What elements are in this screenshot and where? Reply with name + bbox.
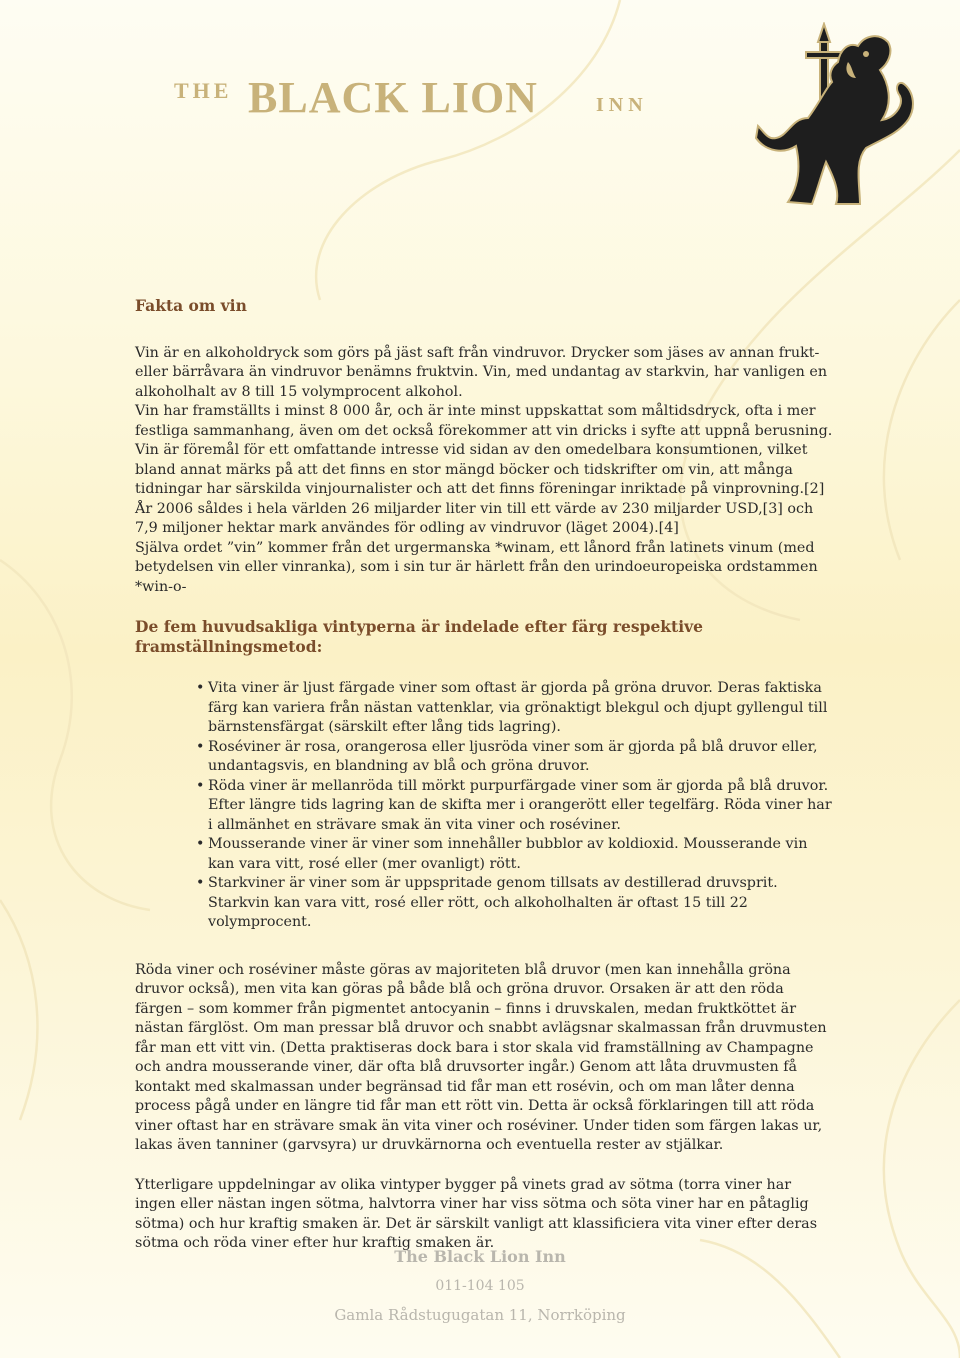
paragraph: Ytterligare uppdelningar av olika vintyper bygger på vinets grad av sötma (torra viner har ingen eller nästan ingen sötma, halvtorra viner har viss sötma och söta viner har en påtaglig sötma) och hur kraftig smaken är. Det är särskilt vanligt att klassificiera vita viner efter deras sötma och röda viner efter hur kraftig smaken är. (135, 1176, 818, 1251)
footer-name: The Black Lion Inn (394, 1247, 566, 1266)
footer-phone: 011-104 105 (435, 1278, 525, 1294)
logo-inn: INN (596, 94, 648, 116)
paragraph: Vin är en alkoholdryck som görs på jäst saft från vindruvor. Drycker som jäses av annan frukt- eller bärråvara än vindruvor benämns fruktvin. Vin, med undantag av starkvin, har vanligen en alkoholhalt av 8 till 15 volymprocent alkohol. (135, 344, 828, 400)
paragraph: År 2006 såldes i hela världen 26 miljarder liter vin till ett värde av 230 miljarder USD,[3] och 7,9 miljoner hektar mark användes för odling av vindruvor (läget 2004).[4] (135, 500, 814, 536)
paragraph: Själva ordet ”vin” kommer från det urgermanska *winam, ett lånord från latinets vinum (med betydelsen vin eller vinranka), som i sin tur är härlett från den urindoeuropeiska ordstammen *win-o- (135, 539, 818, 595)
list-item: • Roséviner är rosa, orangerosa eller ljusröda viner som är gjorda på blå druvor eller, undantagsvis, en blandning av blå och gröna druvor. (198, 738, 835, 777)
wine-types-list (135, 679, 835, 933)
list-item: • Vita viner är ljust färgade viner som oftast är gjorda på gröna druvor. Deras faktiska färg kan variera från nästan vattenklar, via grönaktigt blekgul och djupt gyllengul till bärnstensfärgat (särskilt efter lång tids lagring). (198, 679, 835, 738)
section-heading: De fem huvudsakliga vintyperna är indelade efter färg respektive framställningsmetod: (135, 617, 703, 656)
logo-the: THE (174, 78, 233, 103)
list-item: • Röda viner är mellanröda till mörkt purpurfärgade viner som är gjorda på blå druvor. Efter längre tids lagring kan de skifta mer i orangerött eller tegelfärg. Röda viner har i allmänhet en strävare smak än vita viner och roséviner. (198, 777, 835, 836)
list-item: • Starkviner är viner som är uppspritade genom tillsats av destillerad druvsprit. Starkvin kan vara vitt, rosé eller rött, och alkoholhalten är oftast 15 till 22 volymprocent. (198, 874, 835, 933)
logo-black-lion: BLACK LION (248, 73, 538, 122)
footer-address: Gamla Rådstugugatan 11, Norrköping (334, 1306, 626, 1324)
paragraph: Vin är föremål för ett omfattande intresse vid sidan av den omedelbara konsumtionen, vilket bland annat märks på att det finns en stor mängd böcker och tidskrifter om vin, att många tidningar har särskilda vinjournalister och att det finns föreningar inriktade på vinprovning.[2] (135, 442, 825, 497)
paragraph: Röda viner och roséviner måste göras av majoriteten blå druvor (men kan innehålla gröna druvor också), men vita kan göras på både blå och gröna druvor. Orsaken är att den röda färgen – som kommer från pigmentet antocyanin – finns i druvskalen, medan fruktköttet är nästan färglöst. Om man pressar blå druvor och snabbt avlägsnar skalmassan från druvmusten får man ett vitt vin. (Detta praktiseras dock bara i stor skala vid framställning av Champagne och andra mousserande viner, där ofta blå druvsorter ingår.) Genom att låta druvmusten få kontakt med skalmassan under begränsad tid får man ett rosévin, och om man låter denna process pågå under en längre tid får man ett rött vin. Detta är också förklaringen till att röda viner oftast har en strävare smak än vita viner och roséviner. Under tiden som färgen lakas ur, lakas även tanniner (garvsyra) ur druvkärnorna och eventuella rester av stjälkar. (135, 961, 827, 1153)
main-content (135, 296, 835, 1254)
paragraph: Vin har framställts i minst 8 000 år, och är inte minst uppskattat som måltidsdryck, ofta i mer festliga sammanhang, även om det också förekommer att vin dricks i syfte att uppnå berusning. (135, 403, 833, 439)
list-item: • Mousserande viner är viner som innehåller bubblor av koldioxid. Mousserande vin kan vara vitt, rosé eller (mer ovanligt) rött. (198, 835, 835, 874)
page-title: Fakta om vin (135, 296, 247, 315)
lion-emblem-icon (748, 22, 920, 212)
